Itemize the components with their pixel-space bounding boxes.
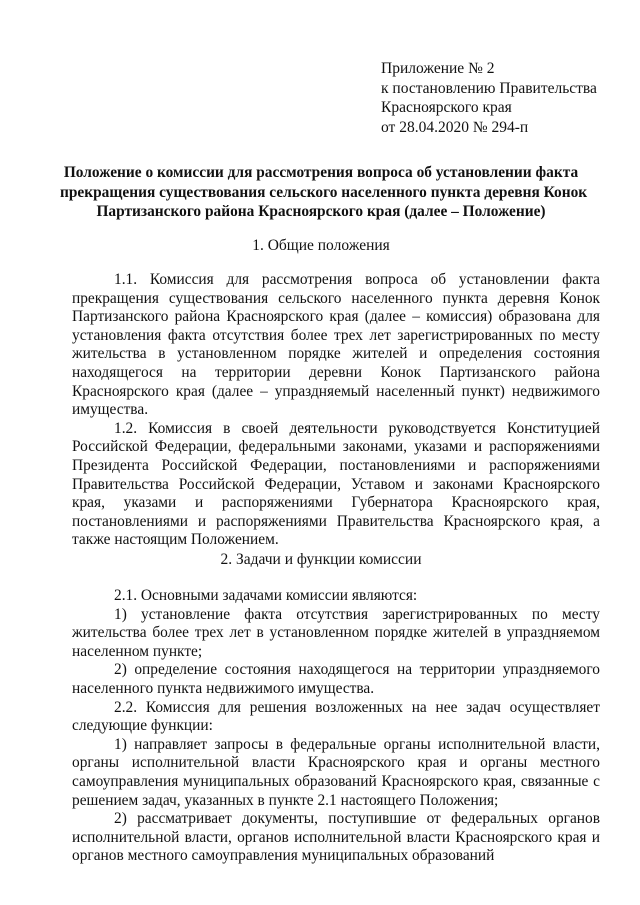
- appendix-block: [381, 59, 631, 137]
- title-line-3: Партизанского района Красноярского края (далее – Положение): [96, 203, 546, 221]
- paragraph-2-2-2: 2) рассматривает документы, поступившие от федеральных органов исполнительной власти, органов исполнительной власти Красноярского края и органов местного самоуправления муниципальных образований: [72, 810, 600, 865]
- title-line-2: прекращения существования сельского населенного пункта деревня Конок: [60, 183, 588, 201]
- paragraph-2-2: 2.2. Комиссия для решения возложенных на нее задач осуществляет следующие функции:: [72, 698, 600, 735]
- section-2-body: [72, 587, 600, 866]
- section-1-heading: 1. Общие положения: [252, 237, 390, 254]
- title-line-1: Положение о комиссии для рассмотрения вопроса об установлении факта: [63, 164, 579, 181]
- section-1-body: [72, 271, 600, 550]
- paragraph-2-2-1: 1) направляет запросы в федеральные органы исполнительной власти, органы исполнительной власти Красноярского края и органы местного самоуправления муниципальных образований Красноярского края, связанные с решением задач, указанных в пункте 2.1 настоящего Положения;: [72, 735, 600, 809]
- paragraph-2-1-1: 1) установление факта отсутствия зарегистрированных по месту жительства более трех лет в установленном порядке жителей в упраздняемом населенном пункте;: [72, 605, 600, 660]
- document-title: [60, 163, 588, 222]
- appendix-line-1: Приложение № 2: [381, 60, 495, 77]
- paragraph-1-1: 1.1. Комиссия для рассмотрения вопроса об установлении факта прекращения существования сельского населенного пункта деревня Конок Партизанского района Красноярского края (далее – комиссия) образована для установления факта отсутствия более трех лет зарегистрированных по месту жительства в установленном порядке жителей и определения состояния находящегося на территории деревни Конок Партизанского района Красноярского края (далее – упраздняемый населенный пункт) недвижимого имущества.: [72, 271, 600, 419]
- paragraph-1-2: 1.2. Комиссия в своей деятельности руководствуется Конституцией Российской Федерации, федеральными законами, указами и распоряжениями Президента Российской Федерации, постановлениями и распоряжениями Правительства Российской Федерации, Уставом и законами Красноярского края, указами и распоряжениями Губернатора Красноярского края, постановлениями и распоряжениями Правительства Красноярского края, а также настоящим Положением.: [72, 419, 600, 549]
- appendix-line-4: от 28.04.2020 № 294-п: [381, 118, 529, 136]
- paragraph-2-1-2: 2) определение состояния находящегося на территории упраздняемого населенного пункта недвижимого имущества.: [72, 661, 600, 697]
- section-2-heading: 2. Задачи и функции комиссии: [220, 551, 422, 568]
- appendix-line-3: Красноярского края: [381, 99, 512, 116]
- appendix-line-2: к постановлению Правительства: [381, 79, 597, 97]
- paragraph-2-1: 2.1. Основными задачами комиссии являются:: [114, 587, 418, 604]
